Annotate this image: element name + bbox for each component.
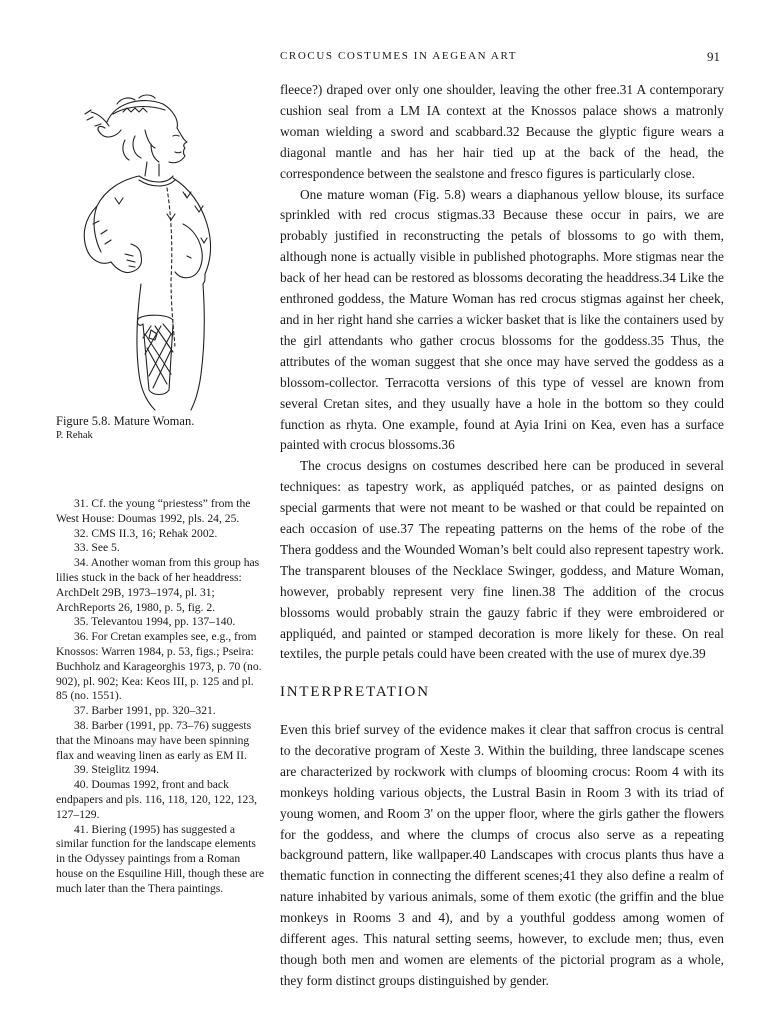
- figure-mature-woman: [55, 84, 255, 414]
- mature-woman-drawing: [55, 84, 255, 414]
- interpretation-text: [280, 720, 724, 992]
- body-paragraph: fleece?) draped over only one shoulder, leaving the other free.31 A contemporary cushion seal from a LM IA context at the Knossos palace shows a matronly woman wielding a sword and scabbard.32 Because the glyptic figure wears a diagonal mantle and has her hair tied up at the back of the head, the correspondence between the sealstone and fresco figures is particularly close.: [280, 82, 724, 181]
- body-paragraph: One mature woman (Fig. 5.8) wears a diaphanous yellow blouse, its surface sprinkled with red crocus stigmas.33 Because these occur in pairs, we are probably justified in reconstructing the petals of blossoms to go with them, although none is actually visible in published photographs. More stigmas near the back of her head can be restored as blossoms decorating the headdress.34 Like the enthroned goddess, the Mature Woman has red crocus stigmas against her cheek, and in her right hand she carries a wicker basket that is like the containers used by the girl attendants who gather crocus blossoms for the goddess.35 Thus, the attributes of the woman suggest that she once may have served the goddess as a blossom-collector. Terracotta versions of this type of vessel are known from several Cretan sites, and they usually have a hole in the bottom so they could function as rhyta. One example, found at Ayia Irini on Kea, even has a surface painted with crocus blossoms.36: [280, 186, 724, 453]
- footnote: 31. Cf. the young “priestess” from the West House: Doumas 1992, pls. 24, 25.: [56, 497, 251, 525]
- page-number: 91: [707, 49, 720, 64]
- footnote: 38. Barber (1991, pp. 73–76) suggests that the Minoans may have been spinning flax and weaving linen as early as EM II.: [56, 718, 252, 762]
- footnote: 39. Steiglitz 1994.: [74, 763, 160, 777]
- body-paragraph: Even this brief survey of the evidence makes it clear that saffron crocus is central to the decorative program of Xeste 3. Within the building, three landscape scenes are characterized by rockwork with clumps of blooming crocus: Room 4 with its monkeys holding various objects, the Lustral Basin in Room 3 with its triad of young women, and Room 3' on the upper floor, where the girls gather the flowers for the goddess, and where the clumps of crocus also serve as a repeating background pattern, like wallpaper.40 Landscapes with crocus plants thus have a thematic function in connecting the different scenes;41 they also define a realm of nature inhabited by various animals, some of them exotic (the griffin and the blue monkeys in Rooms 3 and 4), and by a youthful goddess among women of different ages. This natural setting seems, however, to exclude men; thus, even though both men and women are elements of the pictorial program as a whole, they form distinct groups distinguished by gender.: [280, 722, 724, 988]
- caption-credit: P. Rehak: [56, 430, 93, 441]
- footnote: 36. For Cretan examples see, e.g., from Knossos: Warren 1984, p. 53, figs.; Pseira: Buchholz and Karageorghis 1973, p. 70 (no. 902), pl. 902; Kea: Keos III, p. 125 and pl. 85 (no. 1551).: [56, 630, 262, 703]
- body-paragraph: The crocus designs on costumes described here can be produced in several techniques: as tapestry work, as appliquéd patches, or as painted designs on special garments that were not meant to be washed or that could be repainted on each occasion of use.37 The repeating patterns on the hems of the robe of the Thera goddess and the Wounded Woman’s belt could also represent tapestry work. The transparent blouses of the Necklace Swinger, goddess, and Mature Woman, however, probably represent very fine linen.38 The addition of the crocus blossoms would probably strain the gauzy fabric if they were embroidered or appliquéd, and painted or stamped decoration is more likely for these. On real textiles, the purple petals could have been created with the use of murex dye.39: [280, 458, 724, 662]
- footnote: 37. Barber 1991, pp. 320–321.: [74, 704, 216, 718]
- caption-title: Figure 5.8. Mature Woman.: [56, 414, 195, 428]
- figure-caption: [56, 414, 256, 442]
- footnote: 34. Another woman from this group has lilies stuck in the back of her headdress: ArchDelt 29B, 1973–1974, pl. 31; ArchReports 26, 1980, p. 5, fig. 2.: [56, 556, 260, 614]
- footnote: 41. Biering (1995) has suggested a similar function for the landscape elements in the Odyssey paintings from a Roman house on the Esquiline Hill, though these are much later than the Thera paintings.: [56, 822, 265, 895]
- running-head: [280, 50, 720, 66]
- footnote: 35. Televantou 1994, pp. 137–140.: [74, 615, 236, 629]
- body-text: [280, 80, 724, 665]
- footnote: 32. CMS II.3, 16; Rehak 2002.: [74, 526, 218, 540]
- footnote: 33. See 5.: [74, 541, 120, 555]
- footnote: 40. Doumas 1992, front and back endpapers and pls. 116, 118, 120, 122, 123, 127–129.: [56, 778, 258, 821]
- running-title: CROCUS COSTUMES IN AEGEAN ART: [280, 50, 518, 62]
- footnotes: [56, 497, 266, 897]
- section-heading: INTERPRETATION: [280, 684, 430, 700]
